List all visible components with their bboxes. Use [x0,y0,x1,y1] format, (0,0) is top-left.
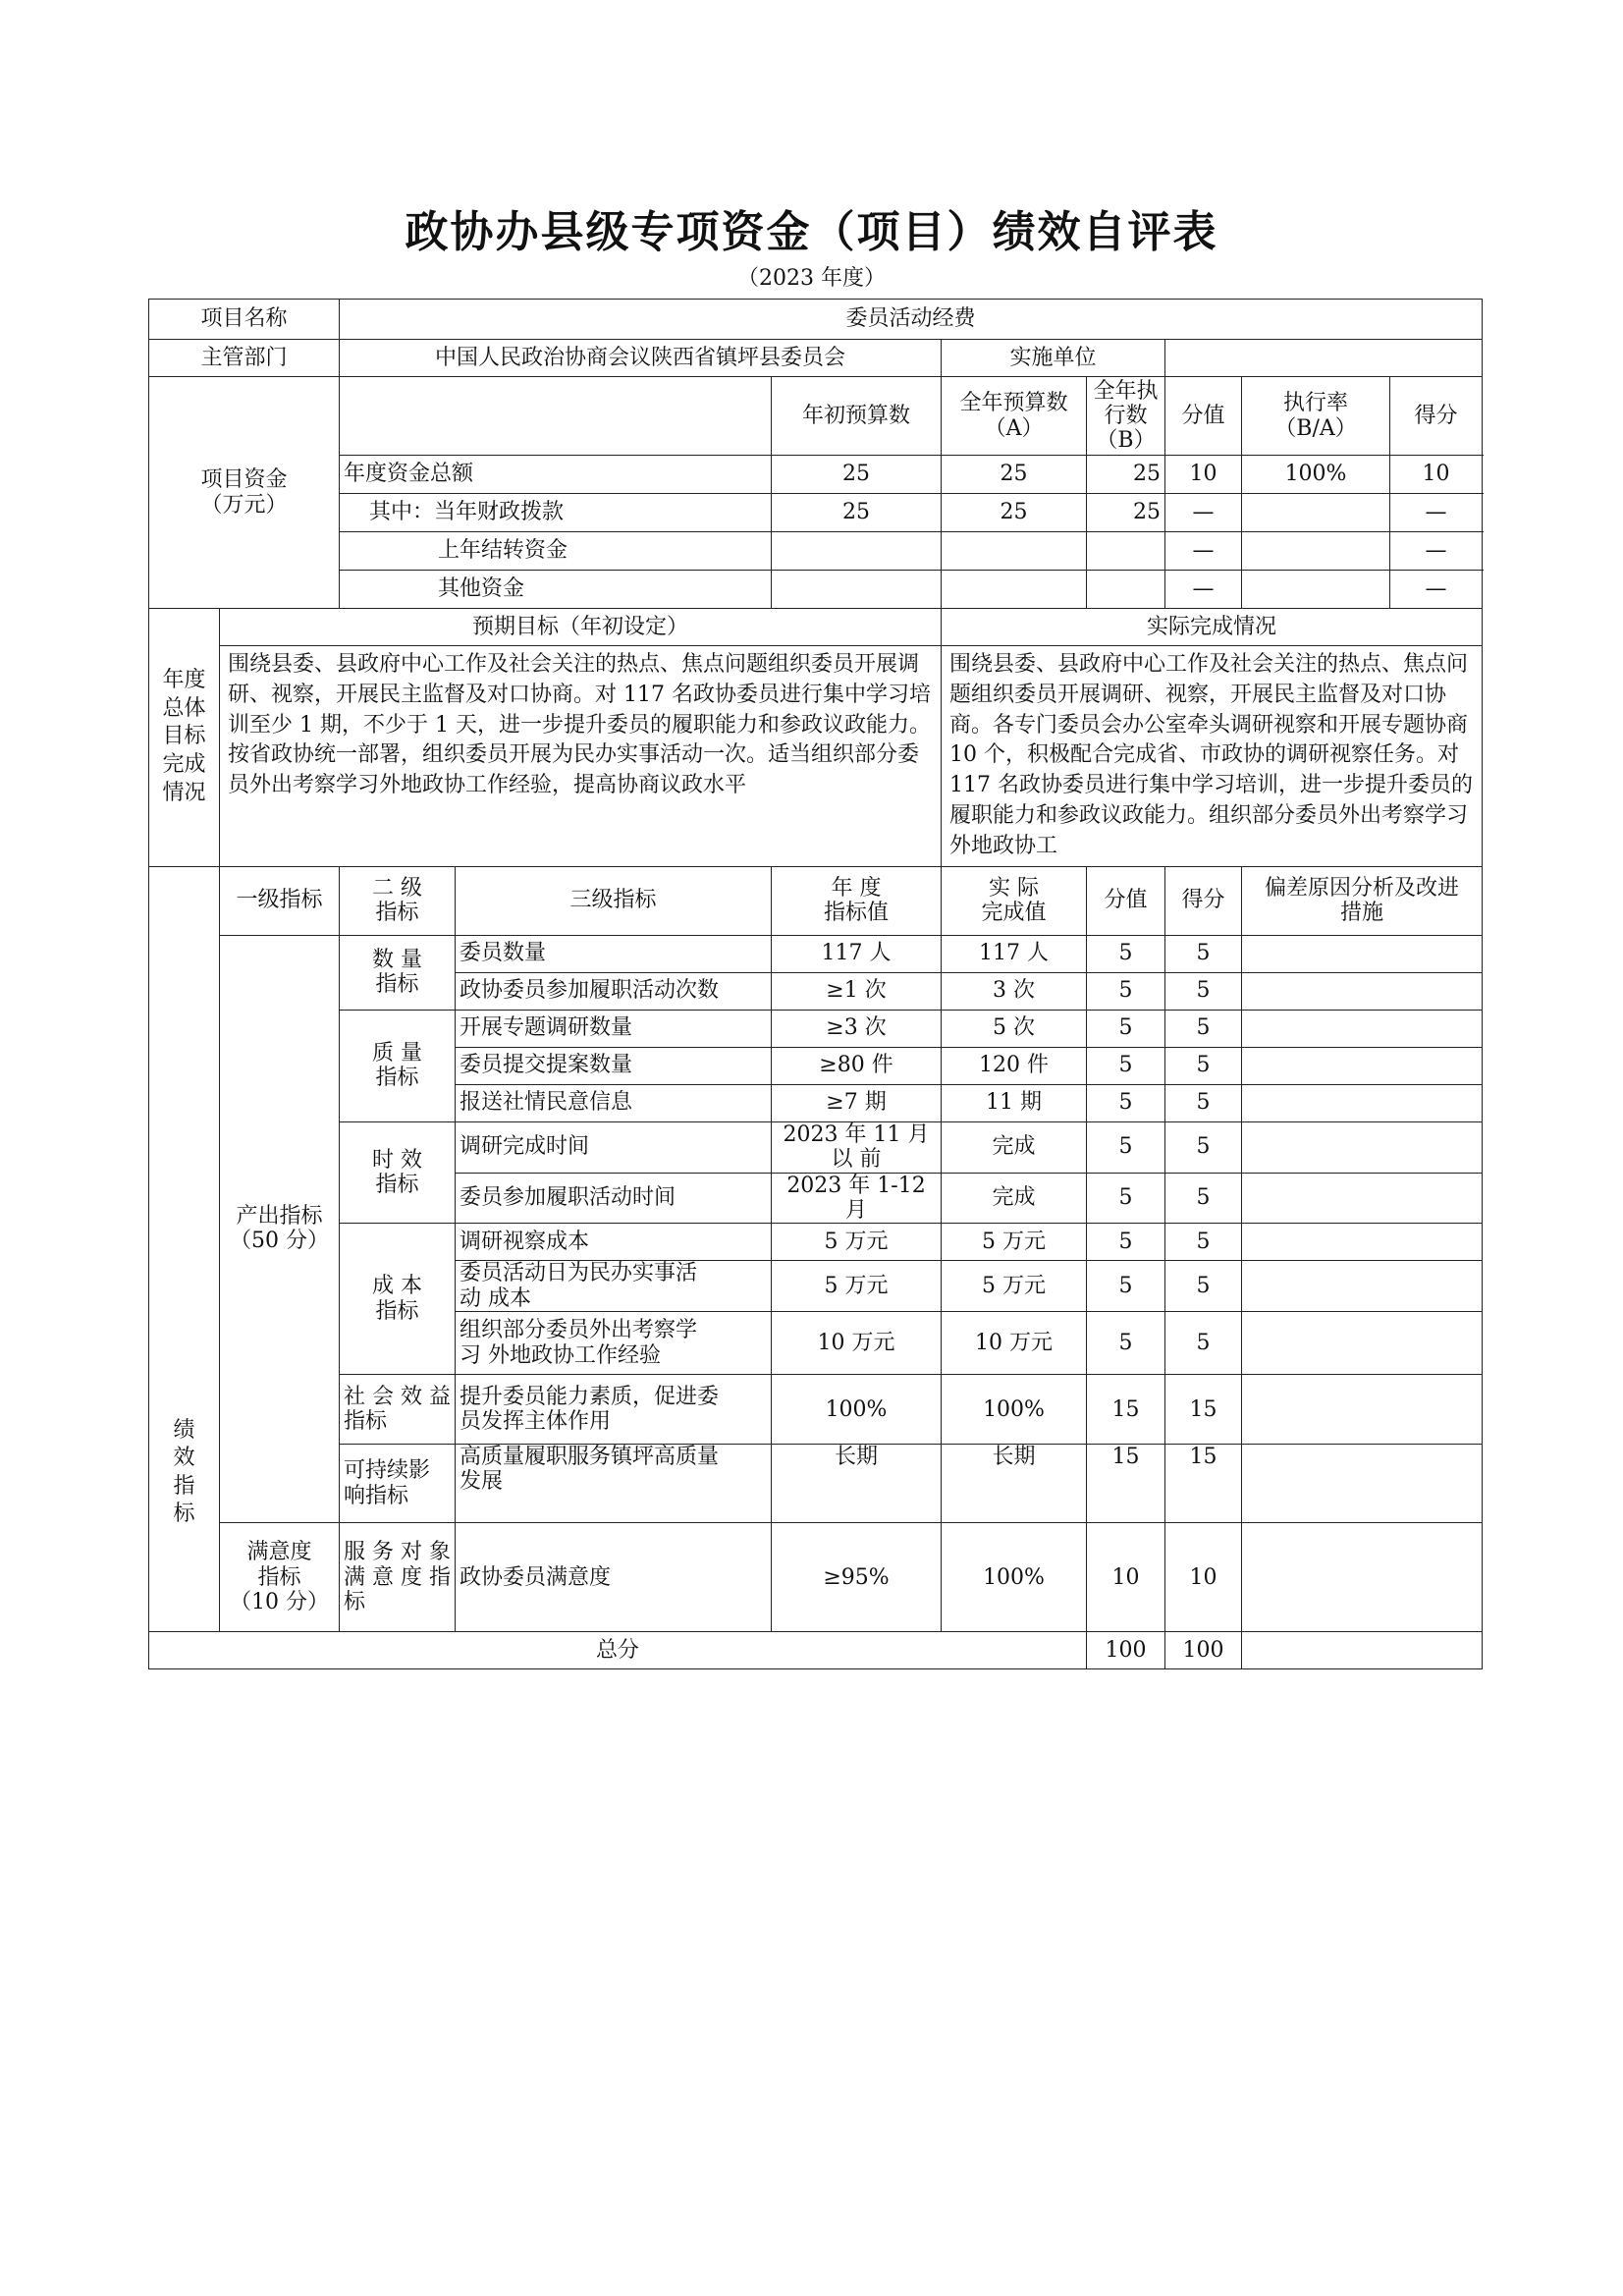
ind-header-score: 得分 [1165,866,1242,935]
ind-row-target: 100% [772,1375,942,1445]
project-name-value: 委员活动经费 [340,300,1483,340]
funds-row-annual: 25 [942,494,1087,532]
funds-row-rate [1242,532,1390,570]
total-analysis [1242,1632,1483,1669]
funds-row-rate-score [1242,532,1483,571]
ind-row-name: 提升委员能力素质，促进委 员发挥主体作用 [456,1375,772,1445]
ind-row-analysis [1242,935,1483,972]
funds-row-name: 其他资金 [340,571,772,609]
ind-row-score: 5 [1165,1224,1242,1261]
ind-row-target: ≥7 期 [772,1084,942,1121]
ind-row-score-value: 5 [1087,1047,1165,1084]
ind-row-target: ≥80 件 [772,1047,942,1084]
funds-row-name: 年度资金总额 [340,456,772,494]
ind-row-name: 委员数量 [456,935,772,972]
funds-row-executed: 25 [1087,456,1165,494]
total-label: 总分 [149,1632,1087,1669]
ind-row-analysis [1242,1010,1483,1047]
ind-row-analysis [1242,1121,1483,1173]
funds-row-rate-score [1242,494,1483,532]
funds-row-annual: 25 [942,456,1087,494]
group-quality: 质 量 指标 [340,1010,456,1121]
ind-row-actual: 3 次 [942,972,1087,1010]
ind-row-name: 调研视察成本 [456,1224,772,1261]
funds-row-annual [942,532,1087,571]
group-service: 服 务 对 象 满 意 度 指 标 [340,1523,456,1632]
goals-actual-header: 实际完成情况 [942,609,1483,646]
goals-expected-header: 预期目标（年初设定） [220,609,942,646]
ind-row-actual: 5 次 [942,1010,1087,1047]
ind-row-actual: 5 万元 [942,1261,1087,1312]
total-score-value: 100 [1087,1632,1165,1669]
ind-header-actual: 实 际 完成值 [942,866,1087,935]
funds-label: 项目资金 （万元） [149,377,340,609]
ind-row-target: ≥3 次 [772,1010,942,1047]
ind-row-score: 10 [1165,1523,1242,1632]
ind-row-score-value: 10 [1087,1523,1165,1632]
ind-row-analysis [1242,1375,1483,1445]
ind-row-analysis [1242,1261,1483,1312]
funds-row-initial [772,571,942,609]
ind-row-analysis [1242,1523,1483,1632]
ind-row-name: 调研完成时间 [456,1121,772,1173]
ind-row-actual: 120 件 [942,1047,1087,1084]
ind-row-name: 开展专题调研数量 [456,1010,772,1047]
ind-row-name: 政协委员参加履职活动次数 [456,972,772,1010]
dept-value: 中国人民政治协商会议陕西省镇坪县委员会 [340,340,942,377]
ind-header-level3: 三级指标 [456,866,772,935]
impl-label: 实施单位 [942,340,1165,377]
ind-row-analysis [1242,1312,1483,1375]
ind-row-score-value: 5 [1087,1261,1165,1312]
page-title: 政协办县级专项资金（项目）绩效自评表 [405,207,1218,257]
funds-row-executed [1087,532,1165,571]
ind-row-target: ≥1 次 [772,972,942,1010]
ind-row-actual: 10 万元 [942,1312,1087,1375]
group-quantity: 数 量 指标 [340,935,456,1010]
funds-row-score: — [1425,500,1447,525]
ind-header-analysis: 偏差原因分析及改进 措施 [1242,866,1483,935]
funds-row-score-value: — [1165,571,1242,609]
funds-row-rate [1242,494,1390,531]
ind-row-score: 5 [1165,1084,1242,1121]
ind-row-score: 15 [1165,1375,1242,1445]
ind-row-score-value: 5 [1087,1084,1165,1121]
funds-header-rate-score [1242,377,1483,456]
ind-row-score-value: 5 [1087,972,1165,1010]
ind-header-score-value: 分值 [1087,866,1165,935]
ind-row-actual: 完成 [942,1121,1087,1173]
ind-row-name: 政协委员满意度 [456,1523,772,1632]
ind-row-target: 长期 [772,1445,942,1523]
goals-label: 年度 总体 目标 完成 情况 [149,609,220,867]
ind-row-score: 5 [1165,1312,1242,1375]
funds-header-initial: 年初预算数 [772,377,942,456]
funds-row-score-value: 10 [1165,456,1242,494]
ind-row-target: 2023 年 11 月 以 前 [772,1121,942,1173]
dept-label: 主管部门 [149,340,340,377]
ind-row-actual: 长期 [942,1445,1087,1523]
funds-header-annual: 全年预算数 （A） [942,377,1087,456]
ind-row-name: 委员提交提案数量 [456,1047,772,1084]
ind-header-target: 年 度 指标值 [772,866,942,935]
funds-header-score-value: 分值 [1165,377,1242,456]
ind-row-actual: 11 期 [942,1084,1087,1121]
ind-row-actual: 117 人 [942,935,1087,972]
funds-row-score: — [1425,576,1447,602]
ind-row-score: 5 [1165,935,1242,972]
group-cost: 成 本 指标 [340,1224,456,1375]
ind-row-score: 5 [1165,972,1242,1010]
funds-row-initial: 25 [772,456,942,494]
ind-row-analysis [1242,1224,1483,1261]
funds-row-score-value: — [1165,532,1242,571]
ind-row-name: 报送社情民意信息 [456,1084,772,1121]
ind-row-target: 5 万元 [772,1224,942,1261]
ind-row-actual: 完成 [942,1173,1087,1224]
funds-row-initial: 25 [772,494,942,532]
ind-header-level2: 二 级 指标 [340,866,456,935]
goals-expected-text: 围绕县委、县政府中心工作及社会关注的热点、焦点问题组织委员开展调研、视察，开展民主监督及对口协商。对 117 名政协委员进行集中学习培训至少 1 期，不少于 1 天，进一步提升委员的履职能力和参政议政能力。 按省政协统一部署，组织委员开展为民办实事活动一次。适当组织部分委员外出考察学习外地政协工作经验，提高协商议政水平 [220,646,942,867]
funds-row-score: — [1425,538,1447,564]
ind-row-analysis [1242,1084,1483,1121]
ind-row-score-value: 5 [1087,1224,1165,1261]
goals-actual-text: 围绕县委、县政府中心工作及社会关注的热点、焦点问题组织委员开展调研、视察，开展民主监督及对口协商。各专门委员会办公室牵头调研视察和开展专题协商 10 个，积极配合完成省、市政协的调研视察任务。对 117 名政协委员进行集中学习培训，进一步提升委员的履职能力和参政议政能力。组织部分委员外出考察学习外地政协工 [942,646,1483,867]
ind-row-score-value: 5 [1087,1312,1165,1375]
satisfaction-indicators-label: 满意度 指标 （10 分） [220,1523,340,1632]
report-year: （2023 年度） [737,266,886,291]
ind-row-score: 5 [1165,1173,1242,1224]
funds-row-rate-score [1242,456,1483,494]
funds-row-executed [1087,571,1165,609]
ind-row-analysis [1242,1047,1483,1084]
funds-row-initial [772,532,942,571]
ind-row-name: 高质量履职服务镇坪高质量 发展 [456,1445,772,1523]
ind-row-score-value: 15 [1087,1375,1165,1445]
ind-row-target: 5 万元 [772,1261,942,1312]
group-sustain: 可持续影 响指标 [340,1445,456,1523]
funds-row-score: 10 [1422,462,1450,487]
funds-row-score-value: — [1165,494,1242,532]
ind-row-score-value: 5 [1087,1010,1165,1047]
output-indicators-label: 产出指标 （50 分） [220,935,340,1523]
ind-row-score: 5 [1165,1010,1242,1047]
ind-row-actual: 100% [942,1523,1087,1632]
ind-row-score-value: 15 [1087,1445,1165,1523]
group-timeliness: 时 效 指标 [340,1121,456,1224]
funds-row-annual [942,571,1087,609]
ind-row-target: 117 人 [772,935,942,972]
project-name-label: 项目名称 [149,300,340,340]
evaluation-table [148,299,1483,1669]
funds-row-executed: 25 [1087,494,1165,532]
ind-header-level1: 一级指标 [220,866,340,935]
ind-row-name: 委员活动日为民办实事活 动 成本 [456,1261,772,1312]
ind-row-score-value: 5 [1087,1173,1165,1224]
impl-value [1165,340,1483,377]
funds-row-name: 其中：当年财政拨款 [340,494,772,532]
indicators-section-label: 绩 效 指 标 [149,866,220,1632]
funds-header-score: 得分 [1414,403,1458,428]
ind-row-analysis [1242,1445,1483,1523]
ind-row-score-value: 5 [1087,935,1165,972]
funds-header-blank [340,377,772,456]
funds-header-rate: 执行率 （B/A） [1242,377,1390,455]
funds-row-rate: 100% [1242,456,1390,493]
funds-row-rate [1242,571,1390,608]
total-score: 100 [1165,1632,1242,1669]
ind-row-actual: 100% [942,1375,1087,1445]
ind-row-target: 2023 年 1-12 月 [772,1173,942,1224]
ind-row-name: 组织部分委员外出考察学 习 外地政协工作经验 [456,1312,772,1375]
ind-row-score: 5 [1165,1261,1242,1312]
ind-row-score: 5 [1165,1047,1242,1084]
ind-row-analysis [1242,1173,1483,1224]
ind-row-target: 10 万元 [772,1312,942,1375]
group-social: 社 会 效 益 指标 [340,1375,456,1445]
ind-row-score: 15 [1165,1445,1242,1523]
ind-row-name: 委员参加履职活动时间 [456,1173,772,1224]
funds-row-name: 上年结转资金 [340,532,772,571]
funds-header-executed: 全年执行数 （B） [1087,377,1165,456]
ind-row-analysis [1242,972,1483,1010]
ind-row-score-value: 5 [1087,1121,1165,1173]
funds-row-rate-score [1242,571,1483,609]
ind-row-score: 5 [1165,1121,1242,1173]
ind-row-actual: 5 万元 [942,1224,1087,1261]
ind-row-target: ≥95% [772,1523,942,1632]
